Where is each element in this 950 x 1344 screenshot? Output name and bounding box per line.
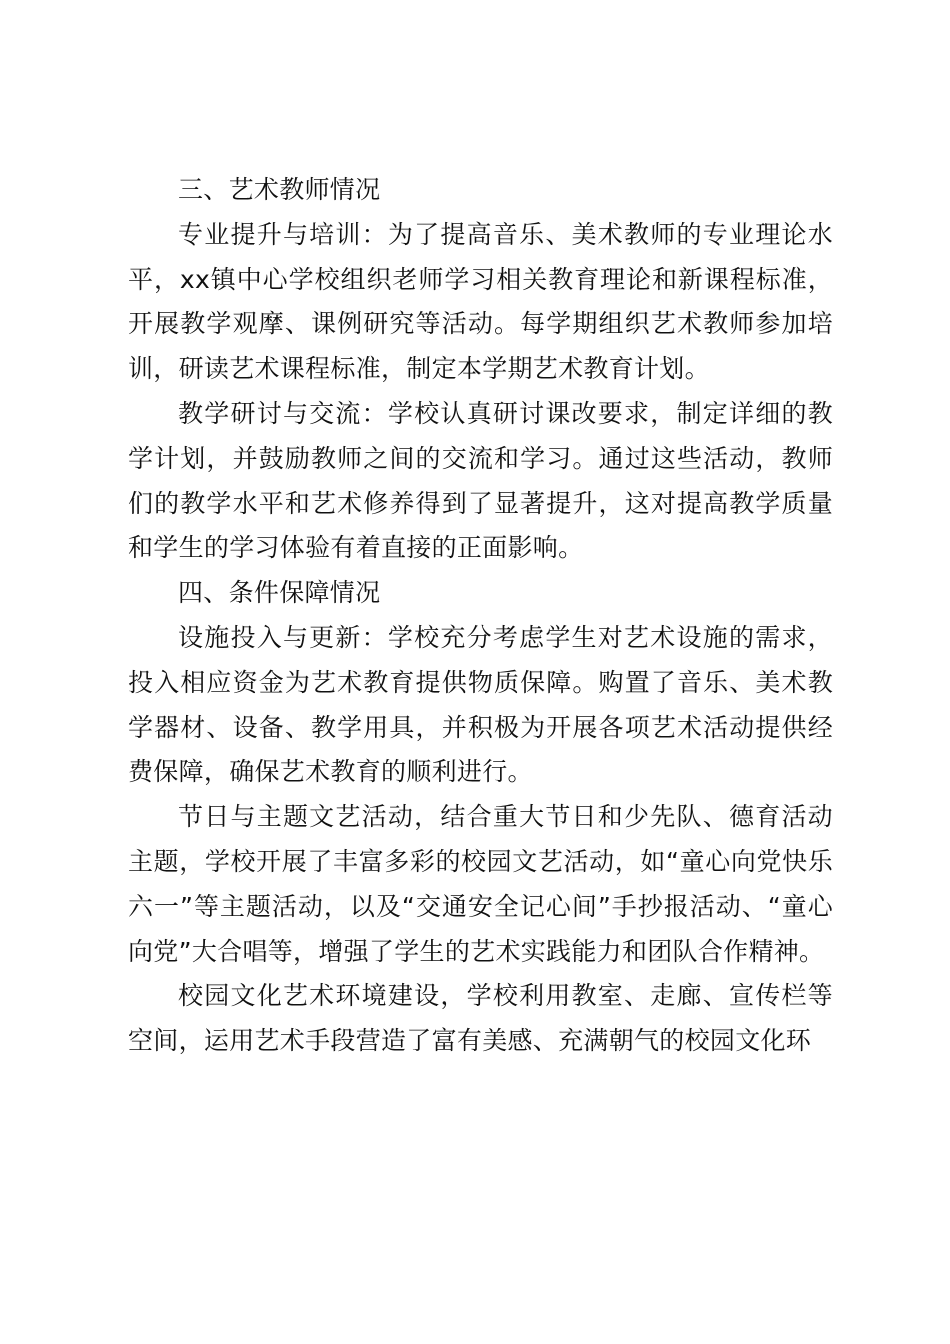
paragraph-teaching-research: 教学研讨与交流：学校认真研讨课改要求，制定详细的教学计划，并鼓励教师之间的交流和学习。通过这些活动，教师们的教学水平和艺术修养得到了显著提升，这对提高教学质量和学生的学习体验有着直接的正面影响。 — [128, 398, 833, 563]
paragraph-festival-activities: 节日与主题文艺活动，结合重大节日和少先队、德育活动主题，学校开展了丰富多彩的校园文艺活动，如“童心向党快乐六一”等主题活动，以及“交通安全记心间”手抄报活动、“童心向党”大合唱等，增强了学生的艺术实践能力和团队合作精神。 — [128, 802, 833, 966]
section-heading-art-teachers: 三、艺术教师情况 — [178, 175, 381, 204]
section-heading-conditions: 四、条件保障情况 — [178, 578, 381, 608]
document-body — [128, 168, 833, 1064]
paragraph-campus-culture: 校园文化艺术环境建设，学校利用教室、走廊、宣传栏等空间，运用艺术手段营造了富有美感、充满朝气的校园文化环 — [128, 981, 833, 1056]
paragraph-professional-training: 专业提升与培训：为了提高音乐、美术教师的专业理论水平，xx镇中心学校组织老师学习相关教育理论和新课程标准，开展教学观摩、课例研究等活动。每学期组织艺术教师参加培训，研读艺术课程标准，制定本学期艺术教育计划。 — [128, 219, 833, 384]
paragraph-facilities: 设施投入与更新：学校充分考虑学生对艺术设施的需求，投入相应资金为艺术教育提供物质保障。购置了音乐、美术教学器材、设备、教学用具，并积极为开展各项艺术活动提供经费保障，确保艺术教育的顺利进行。 — [128, 622, 833, 787]
